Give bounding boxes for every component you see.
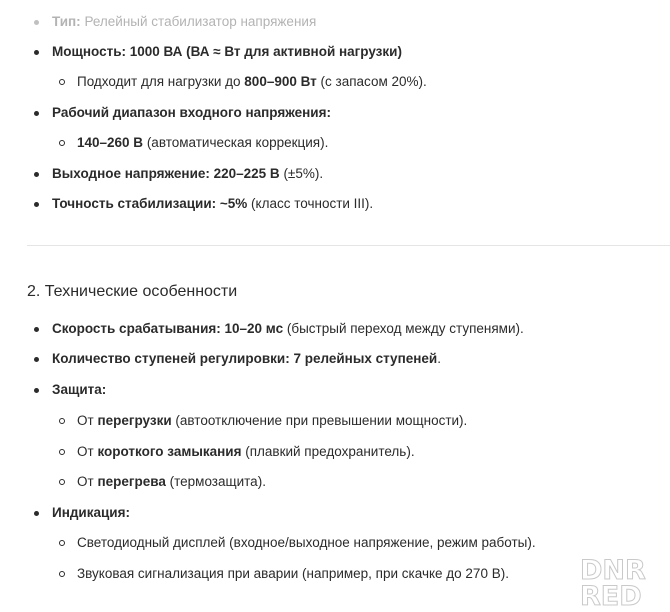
list-bullet xyxy=(34,172,39,177)
list-item-input-range: Рабочий диапазон входного напряжения: xyxy=(52,105,331,120)
list-item-overheat: От перегрева (термозащита). xyxy=(77,474,266,489)
watermark-logo: DNR RED xyxy=(580,555,646,612)
list-bullet xyxy=(34,511,39,516)
list-bullet xyxy=(34,20,39,25)
list-sub-bullet xyxy=(59,418,65,424)
list-item-response-speed: Скорость срабатывания: 10–20 мс (быстрый переход между ступенями). xyxy=(52,321,524,336)
list-item-led-display: Светодиодный дисплей (входное/выходное напряжение, режим работы). xyxy=(77,535,536,550)
list-item-steps: Количество ступеней регулировки: 7 релейных ступеней. xyxy=(52,351,441,366)
list-bullet xyxy=(34,388,39,393)
list-item-power xyxy=(52,43,402,61)
list-sub-bullet xyxy=(59,449,65,455)
list-item-load: Подходит для нагрузки до 800–900 Вт (с запасом 20%). xyxy=(77,74,427,89)
list-item-accuracy: Точность стабилизации: ~5% (класс точности III). xyxy=(52,196,374,211)
list-item-input-values: 140–260 В (автоматическая коррекция). xyxy=(77,135,329,150)
type-value: Релейный стабилизатор напряжения xyxy=(80,14,317,29)
list-item-output-voltage: Выходное напряжение: 220–225 В (±5%). xyxy=(52,166,324,181)
list-sub-bullet xyxy=(59,540,65,546)
list-sub-bullet xyxy=(59,79,65,85)
list-bullet xyxy=(34,111,39,116)
list-item-protection: Защита: xyxy=(52,382,107,397)
list-item-type xyxy=(52,13,316,31)
list-item-indication: Индикация: xyxy=(52,505,130,520)
list-sub-bullet xyxy=(59,140,65,146)
list-sub-bullet xyxy=(59,571,65,577)
type-label: Тип: xyxy=(52,14,81,29)
list-sub-bullet xyxy=(59,479,65,485)
list-bullet xyxy=(34,327,39,332)
list-item-sound-alarm: Звуковая сигнализация при аварии (например, при скачке до 270 В). xyxy=(77,566,509,581)
section-divider xyxy=(27,245,670,246)
section-heading: 2. Технические особенности xyxy=(27,283,238,300)
list-bullet xyxy=(34,50,39,55)
list-bullet xyxy=(34,357,39,362)
list-item-overload: От перегрузки (автоотключение при превышении мощности). xyxy=(77,413,468,428)
power-text: Мощность: 1000 ВА (ВА ≈ Вт для активной нагрузки) xyxy=(52,44,402,59)
list-item-short-circuit: От короткого замыкания (плавкий предохранитель). xyxy=(77,444,415,459)
list-bullet xyxy=(34,202,39,207)
